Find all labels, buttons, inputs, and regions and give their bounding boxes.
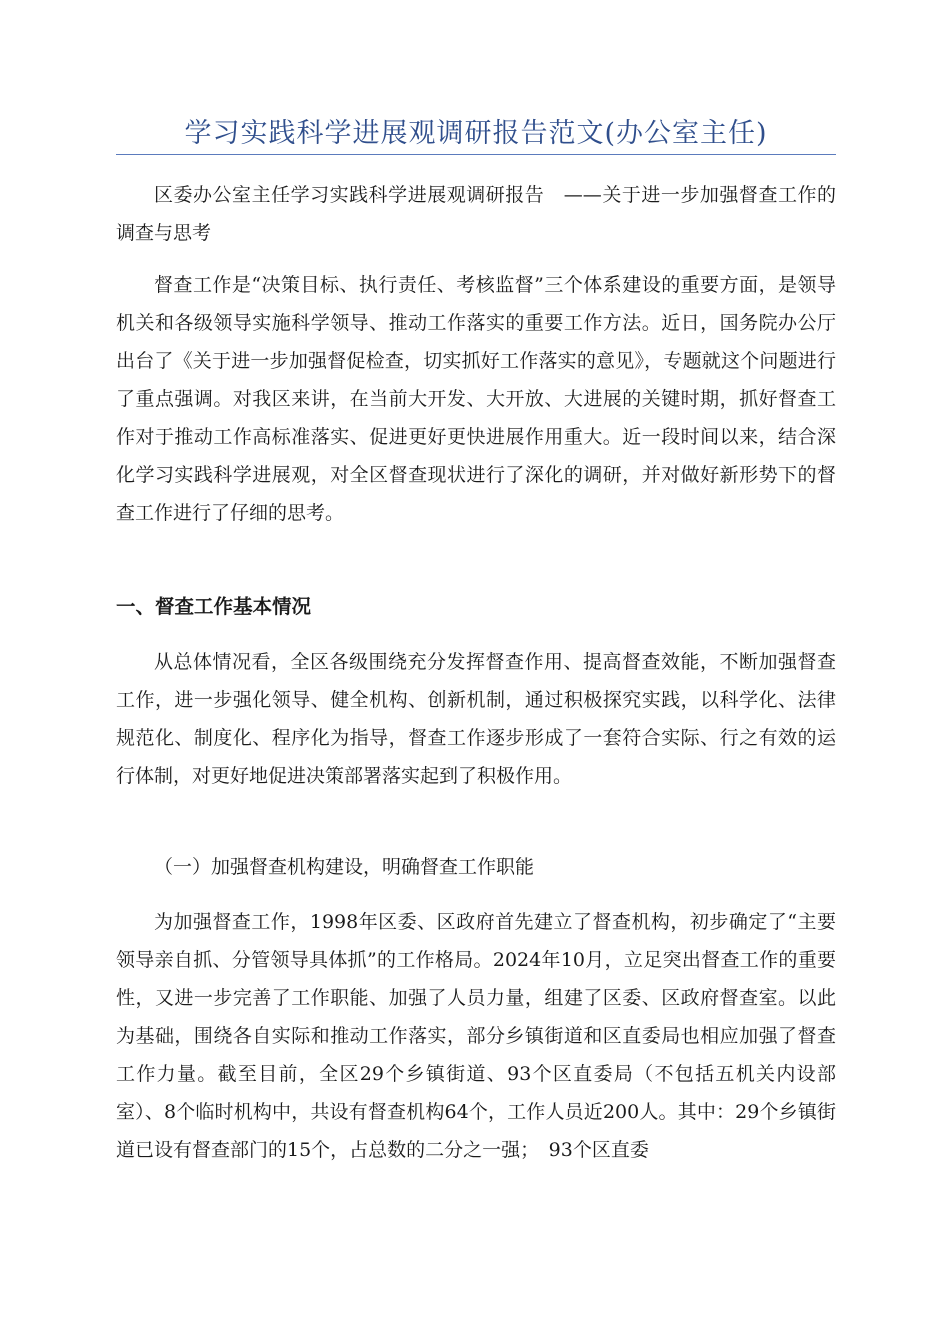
intro-paragraph: 督查工作是“决策目标、执行责任、考核监督”三个体系建设的重要方面，是领导机关和各级领导实施科学领导、推动工作落实的重要工作方法。近日，国务院办公厅出台了《关于进一步加强督促检查，切实抓好工作落实的意见》，专题就这个问题进行了重点强调。对我区来讲，在当前大开发、大开放、大进展的关键时期，抓好督查工作对于推动工作高标准落实、促进更好更快进展作用重大。近一段时间以来，结合深化学习实践科学进展观，对全区督查现状进行了深化的调研，并对做好新形势下的督查工作进行了仔细的思考。 [116,274,836,524]
subsection-heading-1: （一）加强督查机构建设，明确督查工作职能 [154,856,535,878]
section-1-paragraph: 从总体情况看，全区各级围绕充分发挥督查作用、提高督查效能，不断加强督查工作，进一步强化领导、健全机构、创新机制，通过积极探究实践，以科学化、法律规范化、制度化、程序化为指导，督查工作逐步形成了一套符合实际、行之有效的运行体制，对更好地促进决策部署落实起到了积极作用。 [116,651,836,787]
section-heading-1: 一、督查工作基本情况 [116,595,312,618]
subsection-1-paragraph: 为加强督查工作，1998年区委、区政府首先建立了督查机构，初步确定了“主要领导亲自抓、分管领导具体抓”的工作格局。2024年10月，立足突出督查工作的重要性，又进一步完善了工作职能、加强了人员力量，组建了区委、区政府督查室。以此为基础，围绕各自实际和推动工作落实，部分乡镇街道和区直委局也相应加强了督查工作力量。截至目前，全区29个乡镇街道、93个区直委局（不包括五机关内设部室）、8个临时机构中，共设有督查机构64个，工作人员近200人。其中：29个乡镇街道已设有督查部门的15个，占总数的二分之一强； 93个区直委 [116,911,836,1161]
title-underline [116,154,836,155]
document-title: 学习实践科学进展观调研报告范文(办公室主任) [184,118,768,149]
report-subtitle: 区委办公室主任学习实践科学进展观调研报告 ——关于进一步加强督查工作的调查与思考 [116,184,836,244]
